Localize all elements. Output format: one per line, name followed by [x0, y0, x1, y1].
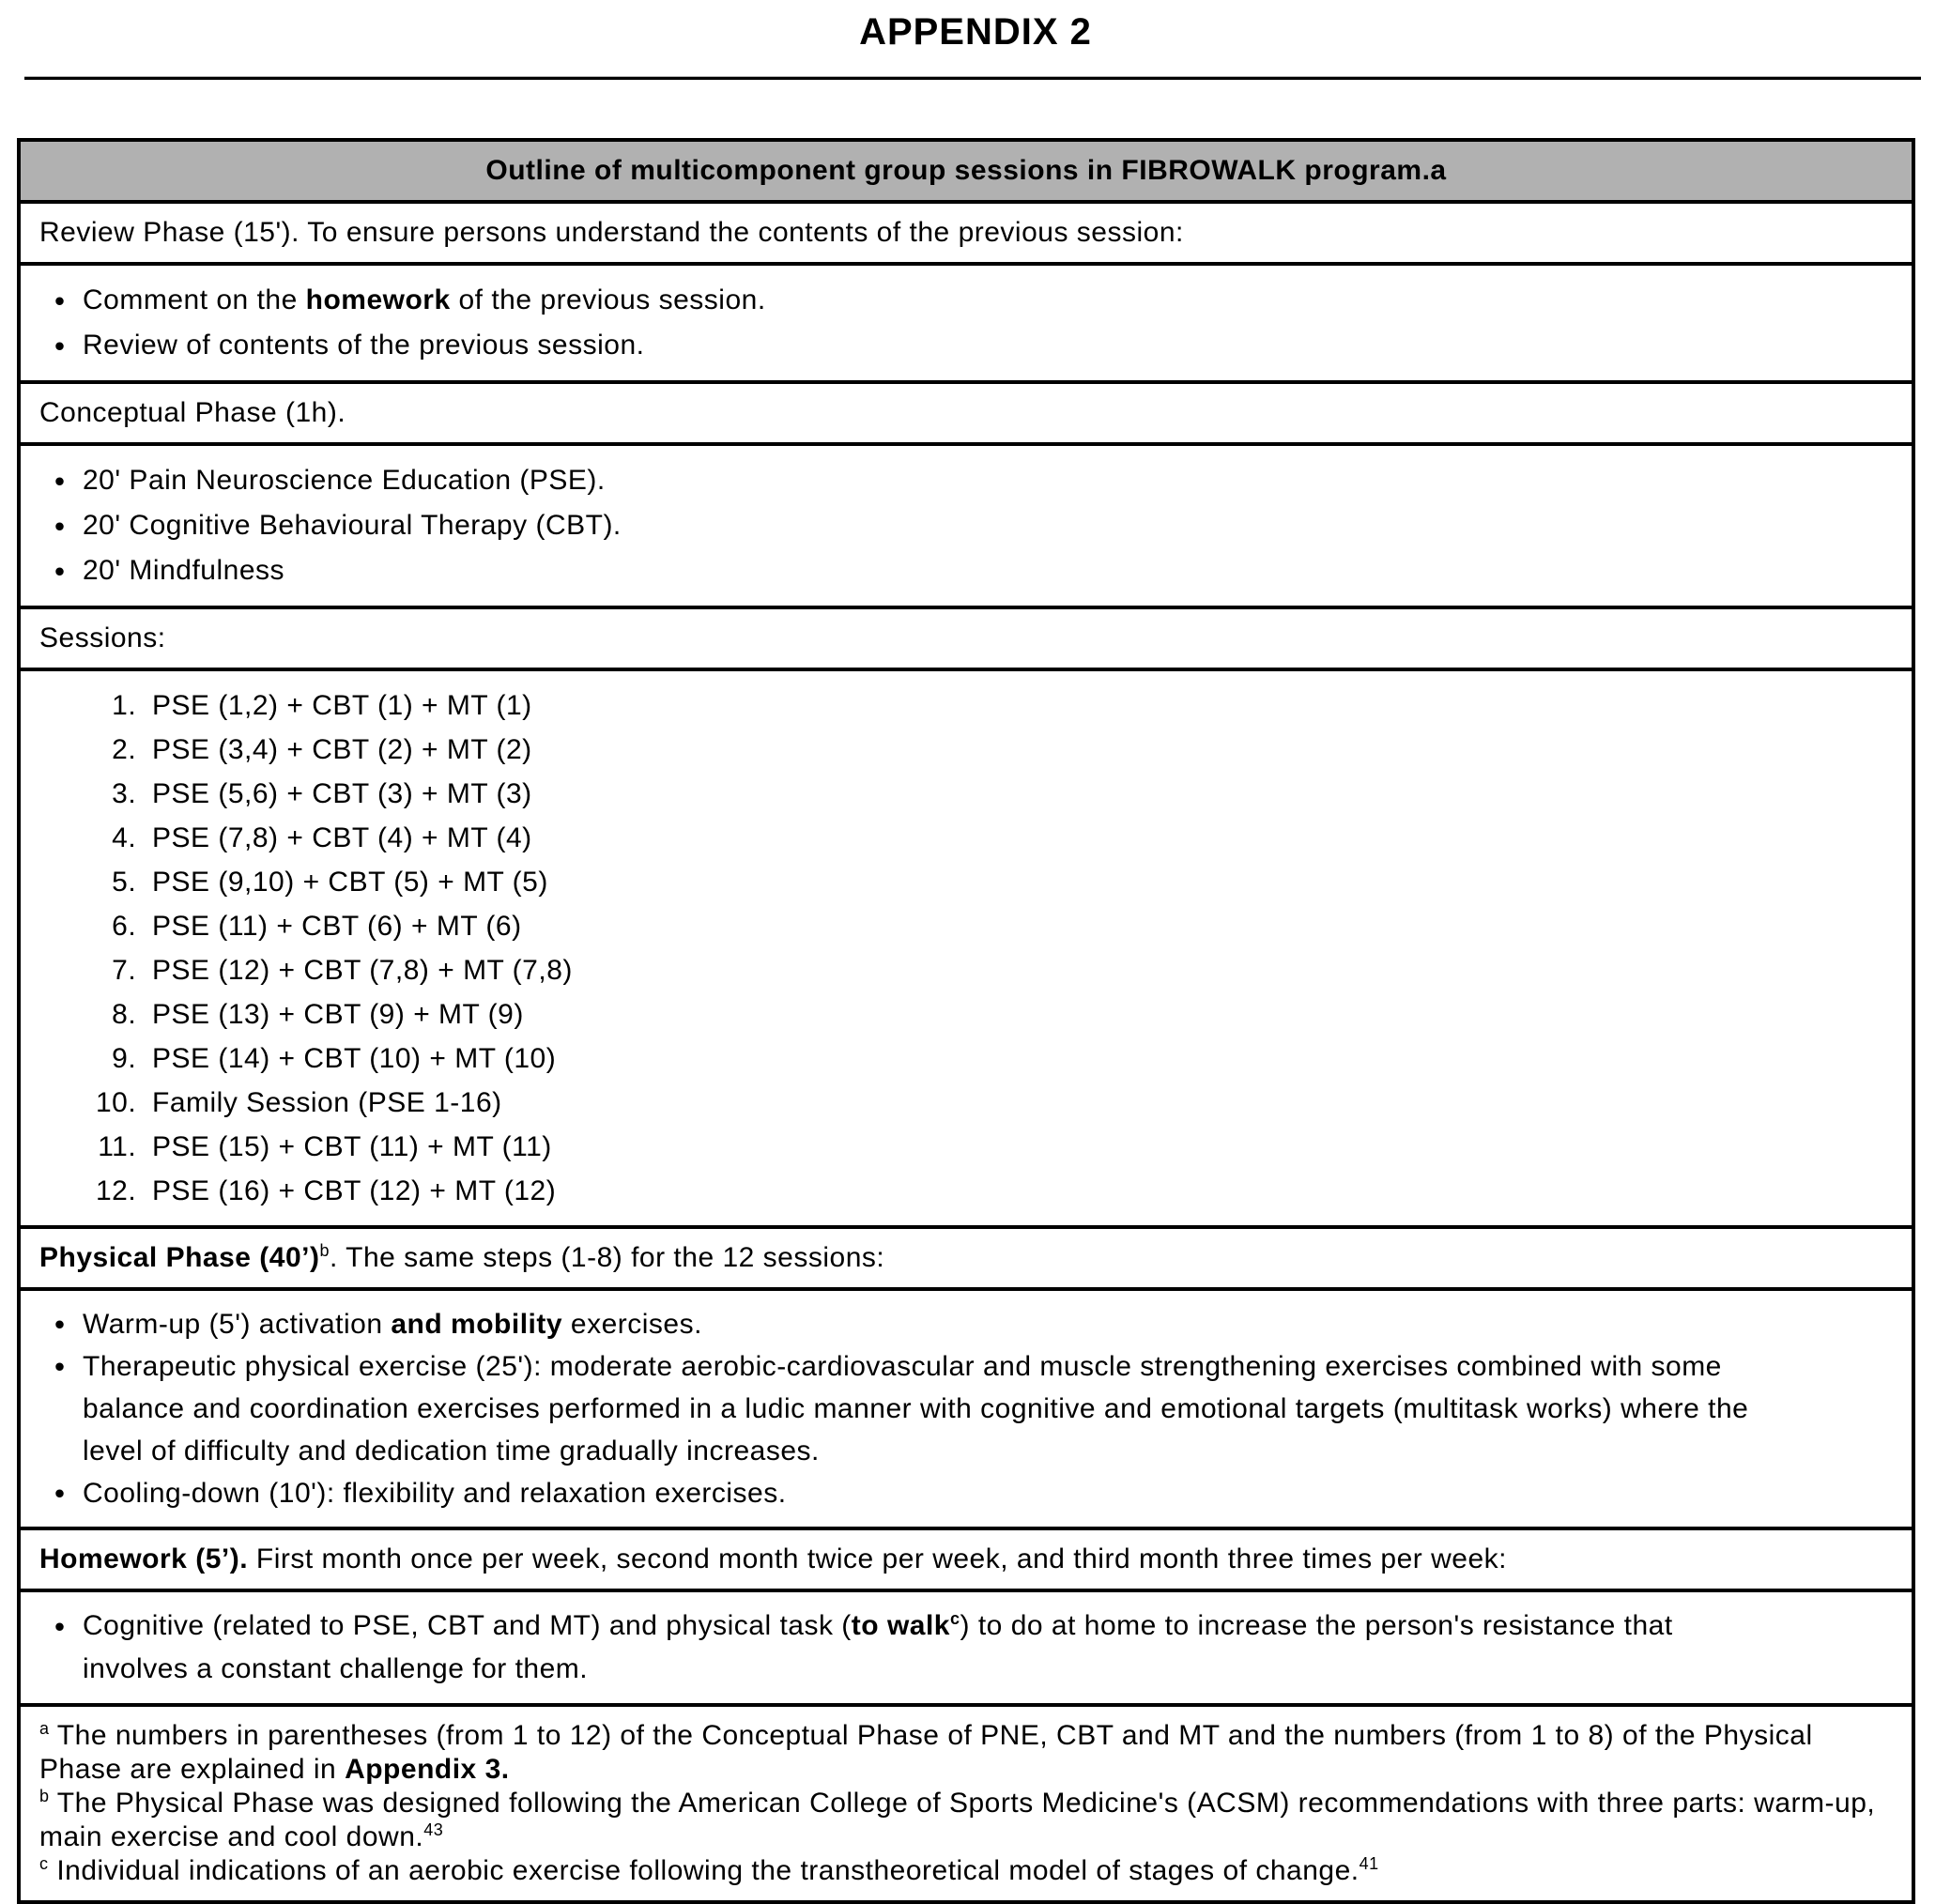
- session-item: 7. PSE (12) + CBT (7,8) + MT (7,8): [145, 948, 1893, 992]
- conceptual-bullet: • 20' Pain Neuroscience Education (PSE).: [54, 458, 1782, 503]
- footnotes-row: [19, 1705, 1913, 1902]
- homework-bullets: [39, 1605, 1893, 1691]
- conceptual-bullet: • 20' Cognitive Behavioural Therapy (CBT).: [54, 503, 1782, 548]
- homework-bullet: • Cognitive (related to PSE, CBT and MT) and physical task (to walk$^c$) to do at home to increase the person's resistance that involves a constant challenge for them.: [54, 1605, 1782, 1691]
- table-title: Outline of multicomponent group sessions in FIBROWALK program.a: [19, 140, 1913, 202]
- physical-phase-row: [19, 1227, 1913, 1289]
- session-item: 2. PSE (3,4) + CBT (2) + MT (2): [145, 728, 1893, 772]
- homework-heading-row: [19, 1528, 1913, 1590]
- session-item: 4. PSE (7,8) + CBT (4) + MT (4): [145, 816, 1893, 860]
- physical-bullets-row: [19, 1289, 1913, 1528]
- review-phase-row: [19, 202, 1913, 264]
- session-item: 9. PSE (14) + CBT (10) + MT (10): [145, 1036, 1893, 1081]
- session-item: 10. Family Session (PSE 1-16): [145, 1081, 1893, 1125]
- session-item: 5. PSE (9,10) + CBT (5) + MT (5): [145, 860, 1893, 904]
- conceptual-phase-heading: Conceptual Phase (1h).: [19, 382, 1913, 444]
- physical-bullet: • Therapeutic physical exercise (25'): moderate aerobic-cardiovascular and muscle strengthening exercises combined with some balance and coordination exercises performed in a ludic manner with cognitive and emotional targets (multitask works) where the level of difficulty and dedication time gradually increases.: [54, 1345, 1782, 1472]
- conceptual-bullet: • 20' Mindfulness: [54, 548, 1782, 593]
- review-bullet: • Comment on the homework of the previous session.: [54, 278, 1782, 323]
- review-phase-heading: Review Phase (15'). To ensure persons understand the contents of the previous session:: [19, 202, 1913, 264]
- homework-heading: Homework (5’). First month once per week, second month twice per week, and third month three times per week:: [19, 1528, 1913, 1590]
- fibrowalk-program-table: [17, 138, 1915, 1904]
- sessions-list-row: [19, 669, 1913, 1227]
- conceptual-phase-bullets: [39, 458, 1893, 593]
- conceptual-phase-row: [19, 382, 1913, 444]
- sessions-heading: Sessions:: [19, 607, 1913, 669]
- footnote: $^b$ The Physical Phase was designed following the American College of Sports Medicine's (ACSM) recommendations with three parts: warm-up, main exercise and cool down.$^{43}$: [39, 1787, 1876, 1852]
- physical-phase-heading: Physical Phase (40’)$^b$. The same steps (1-8) for the 12 sessions:: [19, 1227, 1913, 1289]
- session-item: 6. PSE (11) + CBT (6) + MT (6): [145, 904, 1893, 948]
- page: [0, 11, 1951, 1904]
- footnotes: [19, 1705, 1913, 1902]
- review-phase-bullets: [39, 278, 1893, 368]
- sessions-heading-row: [19, 607, 1913, 669]
- table-body: [19, 140, 1913, 1902]
- page-title: APPENDIX 2: [859, 11, 1092, 53]
- conceptual-bullets-row: [19, 444, 1913, 607]
- footnote: $^a$ The numbers in parentheses (from 1 to 12) of the Conceptual Phase of PNE, CBT and MT and the numbers (from 1 to 8) of the Physical Phase are explained in Appendix 3.: [39, 1719, 1813, 1785]
- session-item: 12. PSE (16) + CBT (12) + MT (12): [145, 1169, 1893, 1213]
- physical-bullet: • Warm-up (5') activation and mobility exercises.: [54, 1303, 1782, 1345]
- sessions-list: [39, 683, 1893, 1213]
- physical-phase-bullets: [39, 1303, 1893, 1514]
- review-bullets-row: [19, 264, 1913, 382]
- session-item: 11. PSE (15) + CBT (11) + MT (11): [145, 1125, 1893, 1169]
- session-item: 3. PSE (5,6) + CBT (3) + MT (3): [145, 772, 1893, 816]
- session-item: 1. PSE (1,2) + CBT (1) + MT (1): [145, 683, 1893, 728]
- physical-bullet: • Cooling-down (10'): flexibility and relaxation exercises.: [54, 1472, 1782, 1514]
- session-item: 8. PSE (13) + CBT (9) + MT (9): [145, 992, 1893, 1036]
- review-bullet: • Review of contents of the previous session.: [54, 323, 1782, 368]
- title-divider: [24, 76, 1921, 80]
- table-title-row: [19, 140, 1913, 202]
- homework-bullets-row: [19, 1590, 1913, 1705]
- footnote: $^c$ Individual indications of an aerobic exercise following the transtheoretical model of stages of change.$^{41}$: [39, 1854, 1379, 1886]
